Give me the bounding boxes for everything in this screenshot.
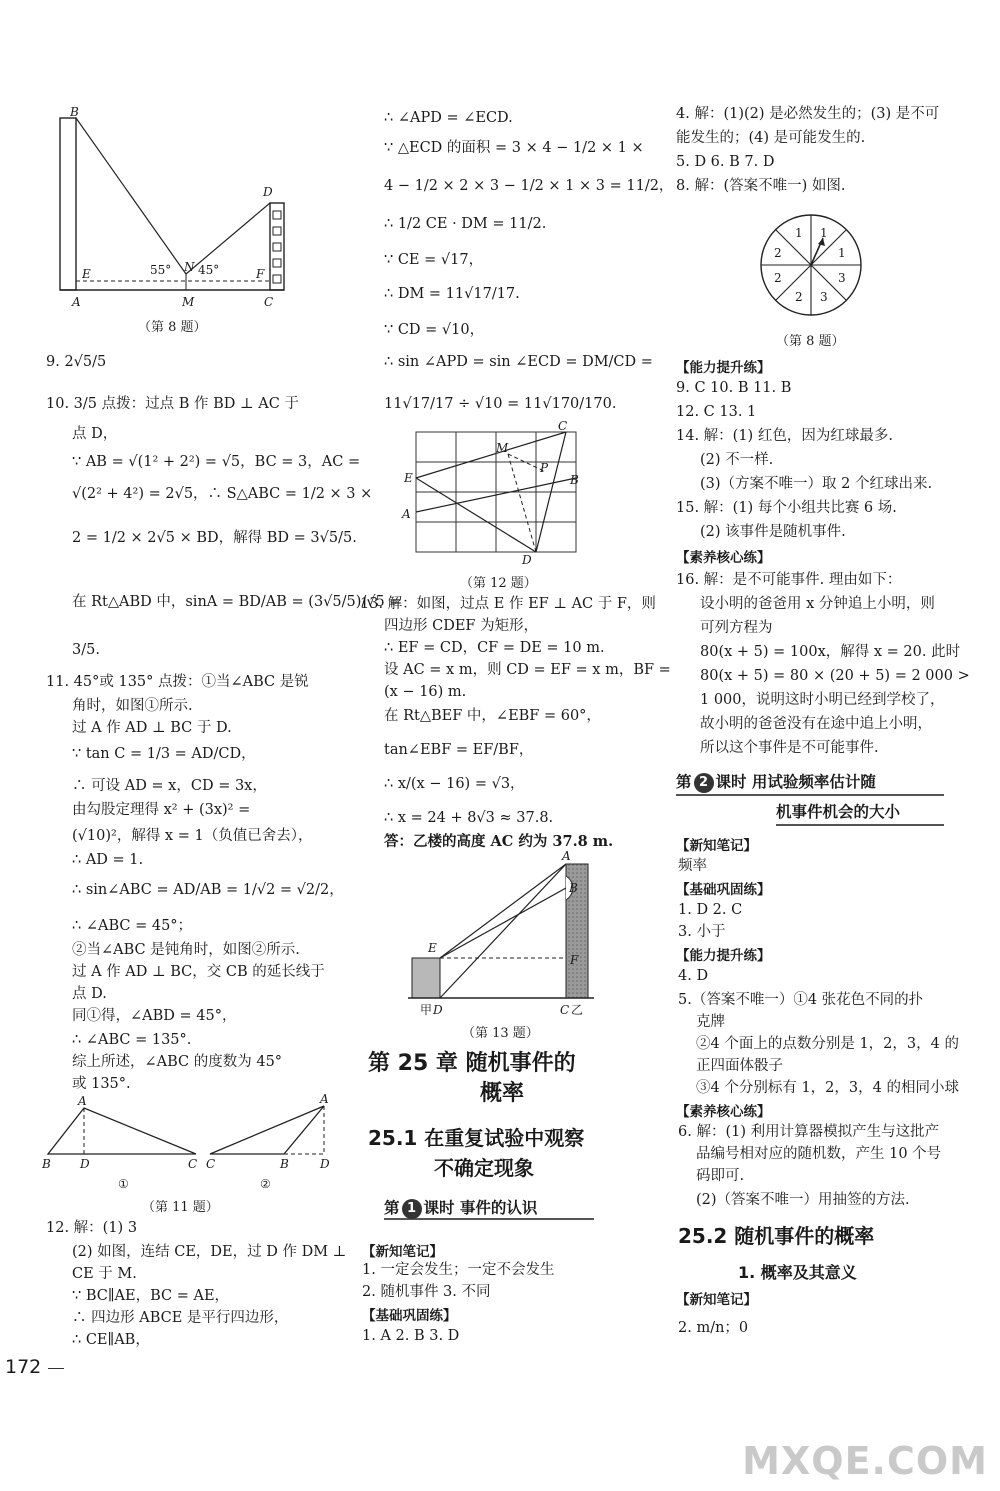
answer-line: 2. 随机事件 3. 不同 (362, 1284, 491, 1300)
lesson2-title-cont: 机事件机会的大小 (776, 803, 901, 821)
answer-line: 11√17/17 ÷ √10 = 11√170/170. (384, 396, 617, 412)
answer-line: ∴ EF = CD，CF = DE = 10 m. (384, 640, 605, 656)
svg-text:45°: 45° (198, 263, 220, 277)
answer-line: 答：乙楼的高度 AC 约为 37.8 m. (384, 833, 614, 850)
answer-line: 点 D. (72, 986, 107, 1002)
spinner-sector-label: 3 (838, 271, 846, 285)
spinner-sector-label: 1 (838, 246, 846, 260)
answer-line: 1. A 2. B 3. D (362, 1328, 460, 1344)
answer-line: ∵ tan C = 1/3 = AD/CD， (72, 746, 256, 762)
svg-text:A: A (320, 1092, 329, 1106)
svg-text:M: M (496, 441, 509, 455)
answer-line: ∴ x/(x − 16) = √3， (384, 776, 525, 792)
figure-8-spinner-caption: （第 8 题） (776, 334, 845, 349)
tag-new-notes: 【新知笔记】 (676, 838, 757, 854)
lesson-title: 课时 事件的认识 (423, 1199, 538, 1217)
lesson-number-badge: 1 (402, 1199, 422, 1219)
answer-line: ∵ AB = √(1² + 2²) = √5，BC = 3，AC = (72, 454, 361, 470)
answer-line: ∴ 四边形 ABCE 是平行四边形， (72, 1310, 289, 1326)
svg-text:B: B (570, 473, 579, 487)
spinner-sector-label: 1 (795, 226, 803, 240)
answer-line: 品编号相对应的随机数，产生 10 个号 (696, 1146, 942, 1162)
answer-line: (x − 16) m. (384, 684, 467, 700)
answer-line: 综上所述，∠ABC 的度数为 45° (72, 1054, 283, 1070)
svg-text:A: A (72, 295, 81, 309)
answer-line: 频率 (678, 858, 707, 874)
answer-line: 11. 45°或 135° 点拨：①当∠ABC 是锐 (46, 674, 309, 690)
svg-text:A: A (78, 1094, 87, 1108)
answer-line: 1. 一定会发生；一定不会发生 (362, 1262, 555, 1278)
spinner-sector-label: 1 (820, 226, 828, 240)
section2-title: 25.2 随机事件的概率 (678, 1224, 875, 1248)
lesson2-title-bar-cont (776, 800, 944, 826)
answer-line: 12. C 13. 1 (676, 404, 757, 420)
answer-line: 角时，如图①所示. (72, 698, 193, 714)
svg-text:P: P (540, 461, 549, 475)
lesson2-title: 课时 用试验频率估计随 (715, 773, 876, 791)
svg-text:C: C (560, 1003, 570, 1017)
figure-8-buildings (60, 105, 300, 309)
answer-line: ∴ sin∠ABC = AD/AB = 1/√2 = √2/2， (72, 882, 344, 898)
answer-line: 4. 解：(1)(2) 是必然发生的；(3) 是不可 (676, 106, 940, 122)
answer-line: 5.（答案不唯一）①4 张花色不同的扑 (678, 992, 924, 1008)
answer-line: 16. 解：是不可能事件. 理由如下： (676, 572, 902, 588)
subsection-title: 1. 概率及其意义 (738, 1263, 857, 1282)
answer-line: ∴ x = 24 + 8√3 ≈ 37.8. (384, 810, 554, 826)
answer-line: 故小明的爸爸没有在途中追上小明， (700, 716, 932, 732)
answer-line: 8. 解：(答案不唯一) 如图. (676, 178, 846, 194)
answer-line: 2. m/n；0 (678, 1320, 749, 1336)
answer-line: (3)（方案不唯一）取 2 个红球出来. (700, 476, 933, 492)
tag-new-notes: 【新知笔记】 (362, 1244, 443, 1260)
spinner-sector-label: 2 (774, 246, 782, 260)
answer-line: 能发生的；(4) 是可能发生的. (676, 130, 866, 146)
svg-text:D: D (263, 185, 273, 199)
answer-line: 正四面体骰子 (696, 1058, 783, 1074)
answer-line: 1. D 2. C (678, 902, 743, 918)
answer-line: 9. 2√5/5 (46, 354, 107, 370)
lesson-title-bar (384, 1196, 594, 1220)
answer-line: 10. 3/5 点拨：过点 B 作 BD ⊥ AC 于 (46, 396, 299, 412)
figure-11-label-1: ① (118, 1177, 129, 1191)
figure-12-grid (396, 419, 586, 567)
svg-text:B: B (569, 881, 578, 895)
svg-text:D: D (522, 553, 532, 567)
svg-text:B: B (280, 1157, 289, 1171)
figure-11-label-2: ② (260, 1177, 271, 1191)
answer-line: 15. 解：(1) 每个小组共比赛 6 场. (676, 500, 897, 516)
figure-12-caption: （第 12 题） (460, 576, 537, 591)
answer-line: 9. C 10. B 11. B (676, 380, 792, 396)
svg-text:C: C (206, 1157, 216, 1171)
svg-text:E: E (82, 267, 91, 281)
answer-line: ∴ ∠APD = ∠ECD. (384, 110, 513, 126)
svg-text:B: B (70, 105, 79, 119)
answer-line: ∴ AD = 1. (72, 852, 144, 868)
spinner-sector-label: 3 (820, 290, 828, 304)
tag-new-notes: 【新知笔记】 (676, 1292, 757, 1308)
answer-line: 设小明的爸爸用 x 分钟追上小明，则 (700, 596, 935, 612)
answer-line: 码即可. (696, 1168, 745, 1184)
chapter-title: 第 25 章 随机事件的 (368, 1051, 576, 1076)
svg-text:D: D (433, 1003, 443, 1017)
answer-line: 13. 解：如图，过点 E 作 EF ⊥ AC 于 F，则 (360, 596, 656, 612)
svg-text:F: F (570, 953, 579, 967)
svg-text:B: B (42, 1157, 51, 1171)
answer-line: 同①得，∠ABD = 45°， (72, 1008, 237, 1024)
answer-line: tan∠EBF = EF/BF， (384, 742, 534, 758)
answer-line: ∴ sin ∠APD = sin ∠ECD = DM/CD = (384, 354, 653, 370)
answer-line: ∴ CE∥AB， (72, 1332, 150, 1348)
answer-line: 4. D (678, 968, 709, 984)
answer-line: ∵ △ECD 的面积 = 3 × 4 − 1/2 × 1 × (384, 140, 644, 156)
svg-text:F: F (256, 267, 265, 281)
svg-text:55°: 55° (150, 263, 172, 277)
answer-line: 所以这个事件是不可能事件. (700, 740, 879, 756)
answer-line: ∴ 可设 AD = x，CD = 3x， (72, 778, 267, 794)
section-title-cont: 不确定现象 (434, 1156, 534, 1180)
answer-line: 克牌 (696, 1014, 725, 1030)
tag-core: 【素养核心练】 (676, 550, 771, 566)
answer-line: 80(x + 5) = 80 × (20 + 5) = 2 000 > (700, 668, 970, 684)
figure-8-caption: （第 8 题） (138, 320, 207, 335)
answer-line: (√10)²，解得 x = 1（负值已舍去）， (72, 828, 313, 844)
answer-line: 3. 小于 (678, 924, 726, 940)
svg-text:A: A (562, 849, 571, 863)
svg-text:C: C (264, 295, 274, 309)
answer-line: ②4 个面上的点数分别是 1，2，3，4 的 (696, 1036, 959, 1052)
tag-core: 【素养核心练】 (676, 1104, 771, 1120)
answer-line: 设 AC = x m，则 CD = EF = x m，BF = (384, 662, 671, 678)
figure-11-caption: （第 11 题） (142, 1200, 219, 1215)
answer-line: 12. 解：(1) 3 (46, 1220, 138, 1236)
chapter-title-cont: 概率 (480, 1081, 525, 1106)
answer-line: 2 = 1/2 × 2√5 × BD，解得 BD = 3√5/5. (72, 530, 357, 546)
answer-line: CE 于 M. (72, 1266, 137, 1282)
svg-text:D: D (320, 1157, 330, 1171)
figure-13-buildings (408, 849, 608, 1020)
figure-8-spinner (756, 210, 866, 320)
svg-text:A: A (402, 507, 411, 521)
svg-text:C: C (558, 419, 568, 433)
answer-line: 14. 解：(1) 红色，因为红球最多. (676, 428, 893, 444)
lesson2-number-badge: 2 (694, 773, 714, 793)
answer-line: 点 D， (72, 426, 118, 442)
svg-text:E: E (404, 471, 413, 485)
svg-text:D: D (80, 1157, 90, 1171)
answer-line: 过 A 作 AD ⊥ BC 于 D. (72, 720, 232, 736)
answer-line: ②当∠ABC 是钝角时，如图②所示. (72, 942, 300, 958)
answer-line: ∴ ∠ABC = 45°； (72, 918, 193, 934)
answer-line: (2) 如图，连结 CE，DE，过 D 作 DM ⊥ (72, 1244, 347, 1260)
answer-line: √(2² + 4²) = 2√5，∴ S△ABC = 1/2 × 3 × (72, 486, 373, 502)
tag-ability: 【能力提升练】 (676, 948, 771, 964)
tag-basic: 【基础巩固练】 (676, 882, 771, 898)
answer-line: 由勾股定理得 x² + (3x)² = (72, 802, 251, 818)
answer-line: (2) 该事件是随机事件. (700, 524, 846, 540)
answer-line: 四边形 CDEF 为矩形， (384, 618, 539, 634)
answer-line: ∴ 1/2 CE · DM = 11/2. (384, 216, 547, 232)
answer-line: 过 A 作 AD ⊥ BC，交 CB 的延长线于 (72, 964, 325, 980)
answer-line: 在 Rt△BEF 中，∠EBF = 60°， (384, 708, 601, 724)
tag-basic: 【基础巩固练】 (362, 1308, 457, 1324)
spinner-sector-label: 2 (795, 290, 803, 304)
svg-text:甲: 甲 (420, 1003, 433, 1017)
answer-line: 可列方程为 (700, 620, 773, 636)
watermark: MXQE.COM (742, 1439, 988, 1483)
answer-line: ∵ BC∥AE，BC = AE， (72, 1288, 230, 1304)
answer-line: 4 − 1/2 × 2 × 3 − 1/2 × 1 × 3 = 11/2， (384, 178, 674, 194)
answer-line: ∵ CD = √10， (384, 322, 485, 338)
figure-13-caption: （第 13 题） (462, 1026, 539, 1041)
figure-11-triangles (40, 1094, 340, 1194)
svg-text:M: M (182, 295, 195, 309)
answer-line: 5. D 6. B 7. D (676, 154, 775, 170)
answer-line: 在 Rt△ABD 中，sinA = BD/AB = (3√5/5)/√5 = (72, 594, 402, 610)
svg-text:E: E (428, 941, 437, 955)
answer-line: ∴ DM = 11√17/17. (384, 286, 520, 302)
answer-line: 6. 解：(1) 利用计算器模拟产生与这批产 (678, 1124, 940, 1140)
answer-line: 3/5. (72, 642, 100, 658)
answer-line: (2)（答案不唯一）用抽签的方法. (696, 1192, 910, 1208)
lesson-prefix: 第 (384, 1199, 400, 1217)
answer-line: ∴ ∠ABC = 135°. (72, 1032, 192, 1048)
answer-line: 80(x + 5) = 100x，解得 x = 20. 此时 (700, 644, 961, 660)
page-number-rule (48, 1368, 64, 1369)
tag-ability: 【能力提升练】 (676, 360, 771, 376)
section-title: 25.1 在重复试验中观察 (368, 1126, 585, 1150)
answer-line: ∵ CE = √17， (384, 252, 484, 268)
page-number: 172 (5, 1356, 42, 1378)
svg-text:乙: 乙 (571, 1003, 584, 1017)
svg-text:C: C (188, 1157, 198, 1171)
answer-line: (2) 不一样. (700, 452, 774, 468)
spinner-sector-label: 2 (774, 271, 782, 285)
answer-line: 1 000，说明这时小明已经到学校了， (700, 692, 945, 708)
answer-line: 或 135°. (72, 1076, 131, 1092)
answer-line: ③4 个分别标有 1，2，3，4 的相同小球 (696, 1080, 959, 1096)
lesson2-prefix: 第 (676, 773, 692, 791)
svg-text:N: N (184, 260, 195, 274)
lesson2-title-bar (676, 770, 944, 796)
